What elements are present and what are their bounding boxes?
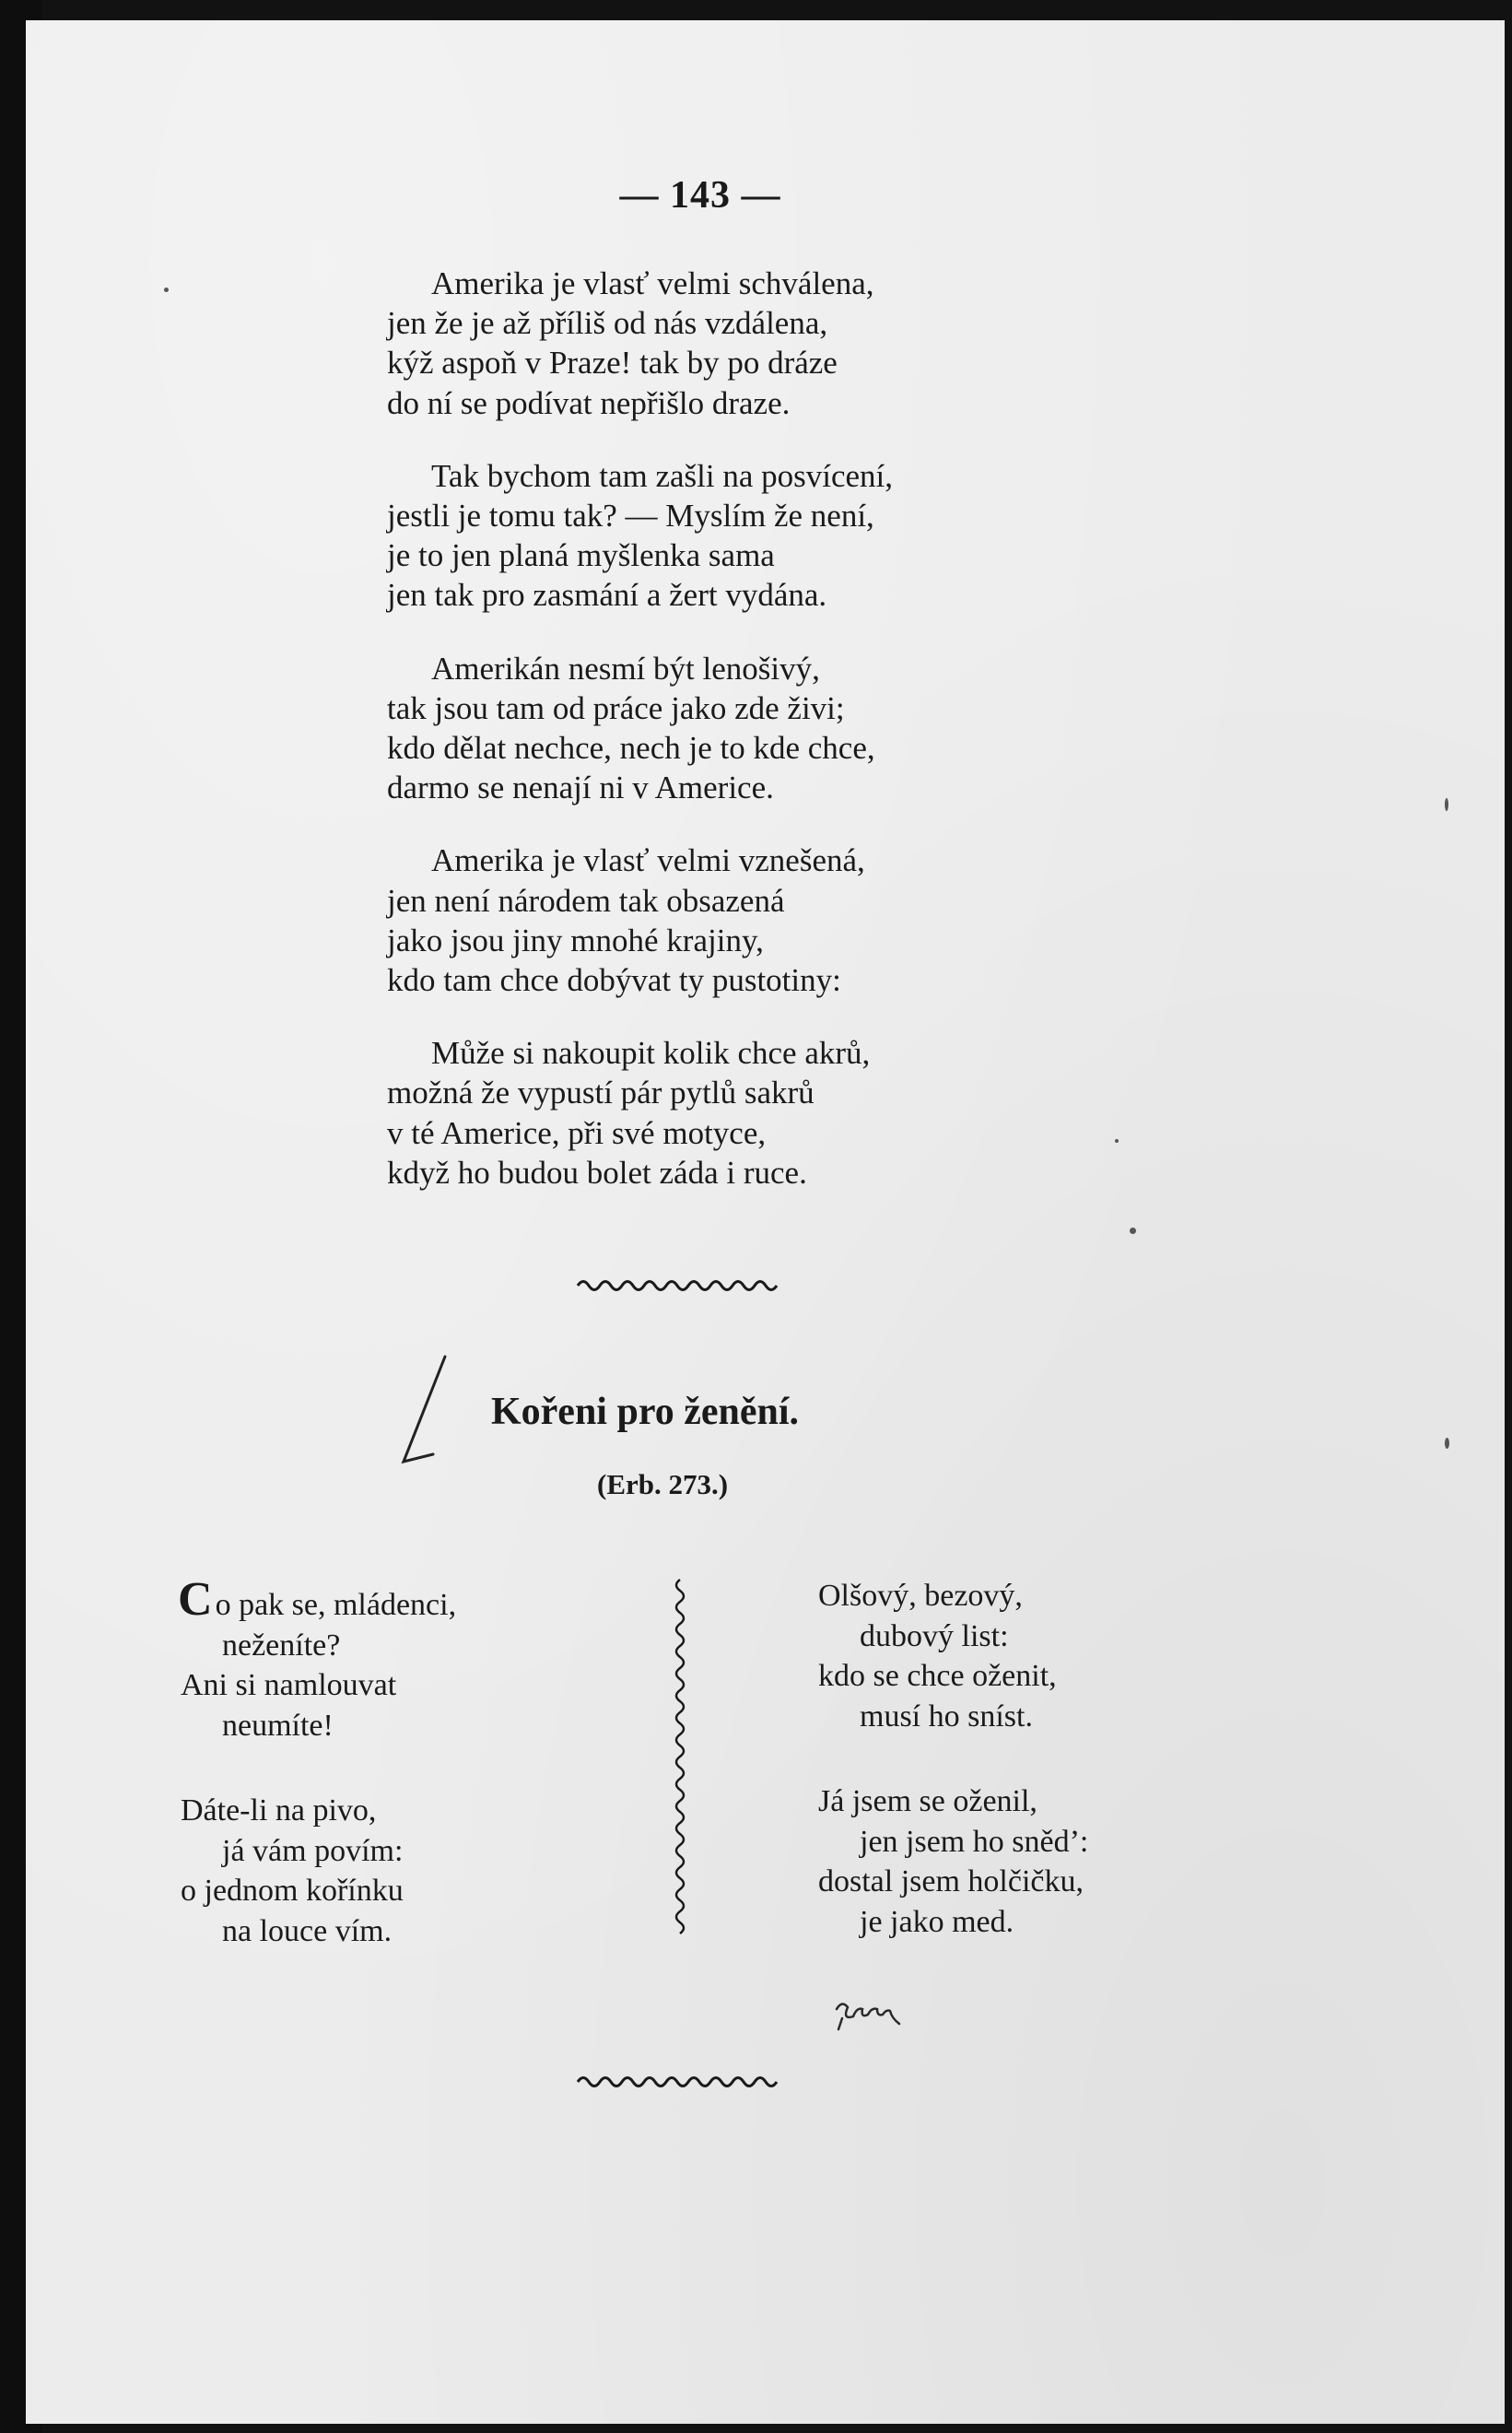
verse-line: možná že vypustí pár pytlů sakrů [387, 1075, 815, 1111]
verse-line: tak jsou tam od práce jako zde živi; [387, 689, 845, 726]
verse-line: Amerikán nesmí být lenošivý, [431, 650, 820, 687]
verse-line: neženíte? [222, 1628, 341, 1663]
verse-line: neumíte! [222, 1708, 334, 1743]
verse-line: Dáte-li na pivo, [181, 1793, 377, 1828]
stanza [818, 1781, 1251, 1942]
verse-line: Amerika je vlasť velmi schválena, [431, 265, 874, 301]
stanza [178, 1573, 623, 1745]
verse-line: o jednom kořínku [181, 1874, 404, 1908]
paper-speck [1130, 1228, 1136, 1234]
stanza [818, 1576, 1251, 1736]
verse-line: když ho budou bolet záda i ruce. [387, 1154, 807, 1191]
verse-line: darmo se nenají ni v Americe. [387, 770, 774, 806]
verse-line: kdo se chce oženit, [818, 1659, 1057, 1693]
verse-line: jen jsem ho snědʼ: [860, 1824, 1089, 1859]
verse-line: musí ho sníst. [860, 1698, 1033, 1734]
paper-speck [1115, 1139, 1119, 1143]
poem-title: Kořeni pro ženění. [491, 1391, 800, 1433]
verse-line: Ani si namlouvat [181, 1668, 397, 1702]
verse-line: dubový list: [860, 1618, 1009, 1653]
verse-line: dostal jsem holčičku, [818, 1864, 1084, 1898]
stanza [387, 1033, 1087, 1193]
verse-line: do ní se podívat nepřišlo draze. [387, 384, 791, 421]
verse-text: o pak se, mládenci, [215, 1588, 457, 1622]
paper-speck [164, 288, 169, 292]
verse-line: Já jsem se oženil, [818, 1784, 1037, 1818]
wavy-divider [576, 2071, 779, 2093]
verse-line: jen není národem tak obsazená [387, 882, 785, 919]
stanza [181, 1791, 623, 1951]
verse-line: na louce vím. [222, 1913, 393, 1948]
verse-line: kýž aspoň v Praze! tak by po dráze [387, 345, 838, 382]
stanza [387, 649, 1087, 808]
verse-line: jestli je tomu tak? — Myslím že není, [387, 498, 874, 535]
verse-line [178, 1573, 623, 1626]
poem-reference: (Erb. 273.) [597, 1468, 729, 1500]
stanza [387, 840, 1087, 1000]
verse-line: kdo dělat nechce, nech je to kde chce, [387, 730, 875, 767]
drop-cap: C [178, 1573, 213, 1626]
verse-line: v té Americe, při své motyce, [387, 1114, 767, 1151]
right-column [818, 1576, 1251, 1987]
poem-america [387, 264, 1087, 1226]
pencil-mark [376, 1353, 459, 1473]
verse-line: jen tak pro zasmání a žert vydána. [387, 577, 827, 614]
verse-line: Tak bychom tam zašli na posvícení, [431, 457, 894, 494]
verse-line: jen že je až příliš od nás vzdálena, [387, 305, 828, 342]
verse-line: Olšový, bezový, [818, 1579, 1023, 1613]
verse-line: Amerika je vlasť velmi vznešená, [431, 842, 865, 879]
vertical-wavy-rule [662, 1578, 698, 1946]
handwritten-mark [829, 1981, 949, 2037]
verse-line: je to jen planá myšlenka sama [387, 537, 775, 574]
verse-line: já vám povím: [222, 1833, 404, 1868]
stanza [387, 264, 1087, 423]
paper-speck [1445, 1438, 1449, 1449]
paper-speck [1445, 798, 1448, 811]
verse-line: Může si nakoupit kolik chce akrů, [431, 1035, 871, 1072]
verse-line: kdo tam chce dobývat ty pustotiny: [387, 962, 841, 999]
wavy-divider [576, 1275, 779, 1297]
verse-line: jako jsou jiny mnohé krajiny, [387, 922, 764, 958]
verse-line: je jako med. [860, 1904, 1014, 1939]
stanza [387, 456, 1087, 616]
page-number: — 143 — [619, 174, 781, 217]
left-column [178, 1573, 623, 1996]
